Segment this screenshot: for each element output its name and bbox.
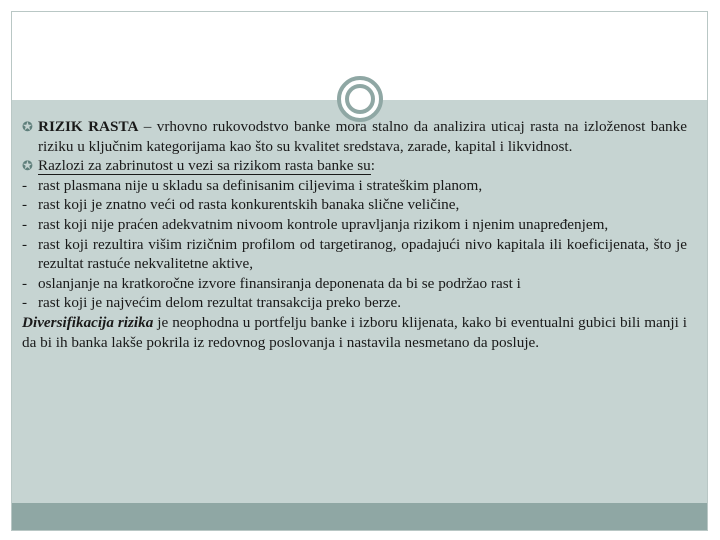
list-item xyxy=(22,195,687,215)
reason-text: rast koji je najvećim delom rezultat transakcija preko berze. xyxy=(38,294,402,312)
list-item xyxy=(22,235,687,274)
concern-reasons-paragraph xyxy=(22,156,687,176)
dash-marker: - xyxy=(22,294,28,312)
list-item xyxy=(22,176,687,196)
slide-body xyxy=(22,117,687,352)
reason-text: rast plasmana nije u skladu sa definisanim ciljevima i strateškim planom, xyxy=(38,176,483,194)
concern-reasons-heading: Razlozi za zabrinutost u vezi sa rizikom rasta banke su xyxy=(38,157,371,175)
bullet-icon: ✪ xyxy=(22,158,33,174)
dash-marker: - xyxy=(22,176,28,194)
list-item xyxy=(22,293,687,313)
bullet-icon: ✪ xyxy=(22,119,33,134)
growth-risk-text: – vrhovno rukovodstvo banke mora stalno da analizira uticaj rasta na izloženost banke riziku u ključnim kategorijama kao što su kvalitet sredstava, zarade, kapital i likvidnost. xyxy=(38,118,687,155)
reason-text: rast koji rezultira višim rizičnim profilom od targetiranog, opadajući nivo kapitala ili koeficijenata, što je rezultat rastuće nekvalitetne aktive, xyxy=(38,235,687,273)
reason-text: rast koji nije praćen adekvatnim nivoom kontrole upravljanja rizikom i njenim unapređenjem, xyxy=(38,215,609,233)
growth-risk-heading: RIZIK RASTA xyxy=(38,118,139,135)
circle-ornament-icon xyxy=(337,76,383,122)
list-item xyxy=(22,215,687,235)
dash-marker: - xyxy=(22,215,28,233)
diversification-term: Diversifikacija rizika xyxy=(22,313,154,331)
concern-reasons-colon: : xyxy=(370,157,375,175)
circle-inner-ring xyxy=(345,84,375,114)
dash-marker: - xyxy=(22,196,28,214)
dash-marker: - xyxy=(22,235,28,253)
footer-bar xyxy=(12,503,707,530)
diversification-paragraph xyxy=(22,313,687,352)
dash-marker: - xyxy=(22,274,28,292)
reason-text: oslanjanje na kratkoročne izvore finansiranja deponenata da bi se podržao rast i xyxy=(38,274,521,292)
growth-risk-paragraph xyxy=(22,117,687,156)
reason-text: rast koji je znatno veći od rasta konkurentskih banaka slične veličine, xyxy=(38,196,460,214)
diversification-text: je neophodna u portfelju banke i izboru klijenata, kako bi eventualni gubici bili manji i da bi ih banka lakše pokrila iz redovnog poslovanja i nastavila nesmetano da posluje. xyxy=(22,313,687,351)
list-item xyxy=(22,274,687,294)
